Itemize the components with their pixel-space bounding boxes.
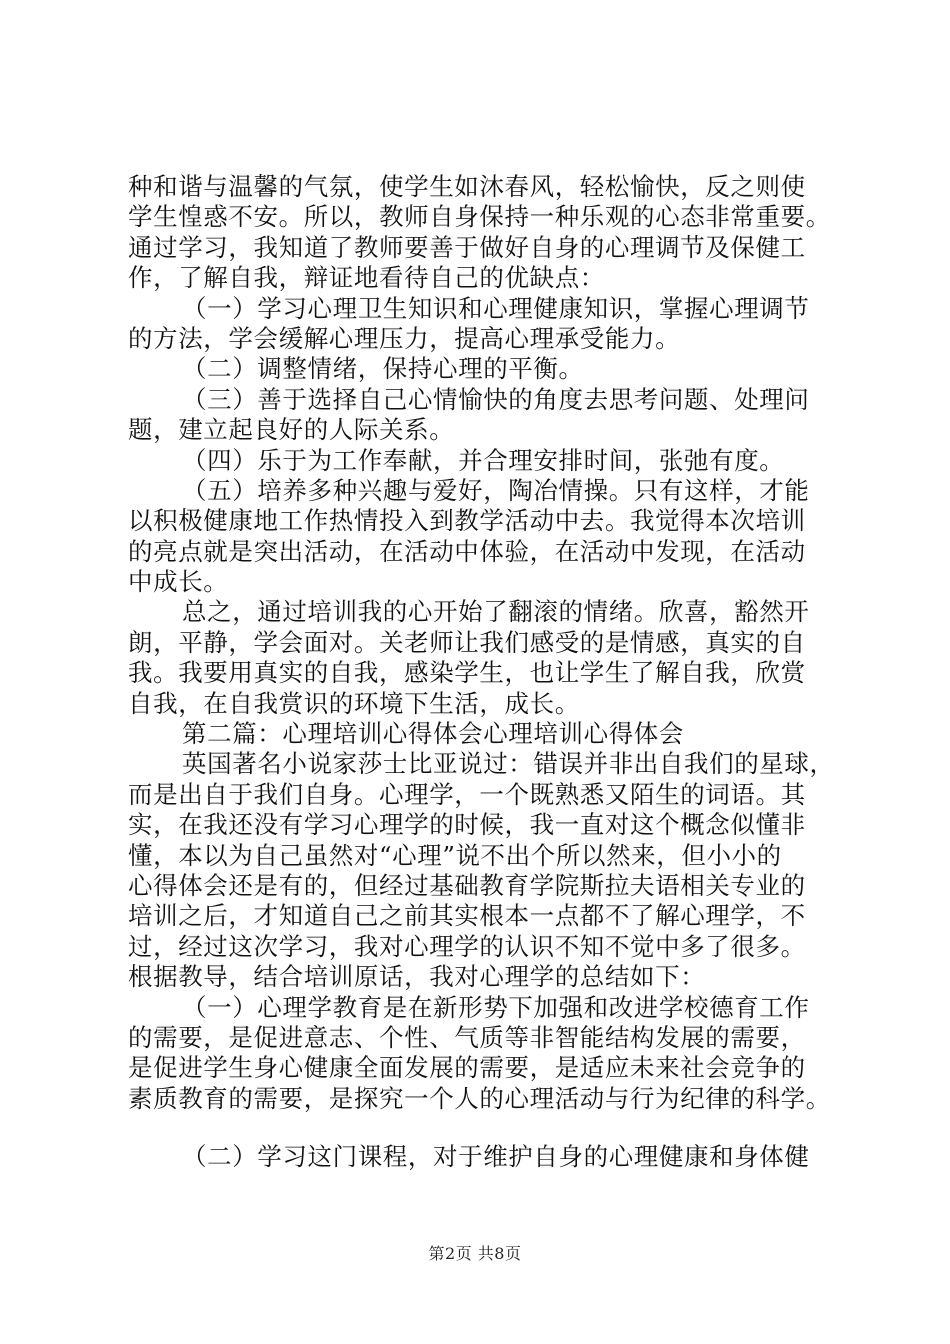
text-line: 心得体会还是有的，但经过基础教育学院斯拉夫语相关专业的 xyxy=(128,870,806,900)
text-line: （五）培养多种兴趣与爱好，陶冶情操。只有这样，才能 xyxy=(182,475,810,505)
text-line: 实，在我还没有学习心理学的时候，我一直对这个概念似懂非 xyxy=(128,810,806,840)
page-number: 第2页 共8页 xyxy=(428,1244,522,1263)
section-heading: 第二篇：心理培训心得体会心理培训心得体会 xyxy=(182,719,684,749)
text-line: 以积极健康地工作热情投入到教学活动中去。我觉得本次培训 xyxy=(128,506,806,536)
document-body xyxy=(128,172,840,1173)
text-line: （一）学习心理卫生知识和心理健康知识，掌握心理调节 xyxy=(182,293,810,323)
text-line: （三）善于选择自己心情愉快的角度去思考问题、处理问 xyxy=(182,384,810,414)
text-line: （四）乐于为工作奉献，并合理安排时间，张弛有度。 xyxy=(182,445,785,475)
text-line: 作，了解自我，辩证地看待自己的优缺点： xyxy=(128,263,605,293)
text-line: 的方法，学会缓解心理压力，提高心理承受能力。 xyxy=(128,323,681,353)
text-line: 总之，通过培训我的心开始了翻滚的情绪。欣喜，豁然开 xyxy=(182,597,810,627)
text-line: 而是出自于我们自身。心理学，一个既熟悉又陌生的词语。其 xyxy=(128,779,806,809)
text-line: 的亮点就是突出活动，在活动中体验，在活动中发现，在活动 xyxy=(128,536,806,566)
text-line: 过，经过这次学习，我对心理学的认识不知不觉中多了很多。 xyxy=(128,931,806,961)
text-line: （二）学习这门课程，对于维护自身的心理健康和身体健 xyxy=(182,1142,810,1172)
text-line: 朗，平静，学会面对。关老师让我们感受的是情感，真实的自 xyxy=(128,627,806,657)
text-line: （一）心理学教育是在新形势下加强和改进学校德育工作 xyxy=(182,992,810,1022)
text-line: 自我，在自我赏识的环境下生活，成长。 xyxy=(128,688,580,718)
text-line: 的需要，是促进意志、个性、气质等非智能结构发展的需要， xyxy=(128,1022,806,1052)
text-line: 是促进学生身心健康全面发展的需要，是适应未来社会竞争的 xyxy=(128,1053,806,1083)
text-line: 英国著名小说家莎士比亚说过：错误并非出自我们的星球， xyxy=(182,749,835,779)
text-line: 题，建立起良好的人际关系。 xyxy=(128,415,455,445)
text-line: 素质教育的需要，是探究一个人的心理活动与行为纪律的科学。 xyxy=(128,1083,831,1113)
text-line: 中成长。 xyxy=(128,567,229,597)
text-line: 我。我要用真实的自我，感染学生，也让学生了解自我，欣赏 xyxy=(128,658,806,688)
text-line: 通过学习，我知道了教师要善于做好自身的心理调节及保健工 xyxy=(128,232,806,262)
text-line: 学生惶惑不安。所以，教师自身保持一种乐观的心态非常重要。 xyxy=(128,202,831,232)
text-line: 种和谐与温馨的气氛，使学生如沐春风，轻松愉快，反之则使 xyxy=(128,172,806,201)
text-line: （二）调整情绪，保持心理的平衡。 xyxy=(182,354,584,384)
text-line: 根据教导，结合培训原话，我对心理学的总结如下： xyxy=(128,962,706,992)
text-line: 懂，本以为自己虽然对“心理”说不出个所以然来，但小小的 xyxy=(128,840,782,870)
text-line: 培训之后，才知道自己之前其实根本一点都不了解心理学，不 xyxy=(128,901,806,931)
